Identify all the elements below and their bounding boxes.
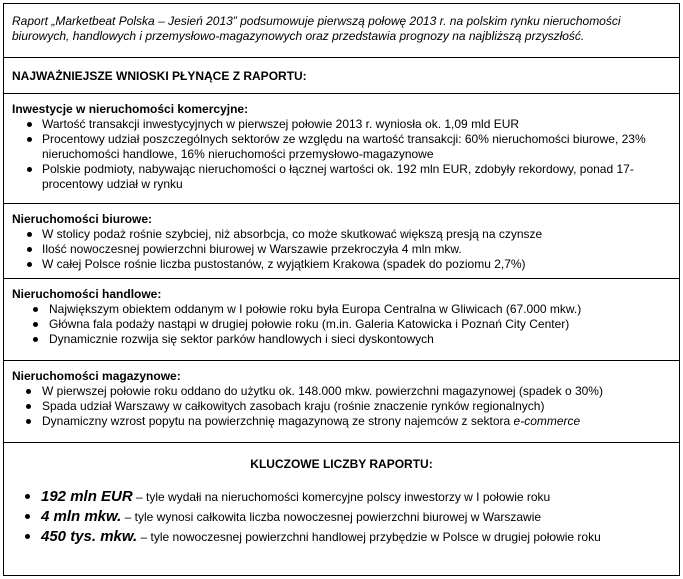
section-warehouse	[4, 361, 679, 443]
bullet-icon	[27, 232, 32, 237]
conclusions-heading-row	[4, 58, 679, 94]
key-figure-value: 450 tys. mkw.	[41, 528, 138, 545]
intro-paragraph: Raport „Marketbeat Polska – Jesień 2013” podsumowuje pierwszą połowę 2013 r. na polskim rynku nieruchomości biurowych, handlowych i przemysłowo-magazynowych oraz przedstawia prognozy na najbliższą przyszłość.	[4, 4, 679, 58]
bullet-list	[12, 117, 671, 192]
list-item-text: Polskie podmioty, nabywając nieruchomości o łącznej wartości ok. 192 mln EUR, zdobyły rekordowy, ponad 17-procentowy udział w rynku	[42, 162, 634, 191]
list-item-text: Największym obiektem oddanym w I połowie roku była Europa Centralna w Gliwicach (67.000 mkw.)	[49, 302, 582, 316]
key-figure-value: 4 mln mkw.	[41, 508, 122, 525]
list-item	[12, 317, 671, 332]
section-title: Nieruchomości handlowe:	[12, 287, 162, 301]
list-item	[12, 332, 671, 347]
bullet-icon	[25, 534, 30, 539]
list-item-text: Wartość transakcji inwestycyjnych w pierwszej połowie 2013 r. wyniosła ok. 1,09 mld EUR	[42, 117, 520, 131]
list-item	[12, 257, 671, 272]
list-item	[12, 132, 671, 162]
bullet-icon	[33, 307, 38, 312]
key-figure-item	[12, 507, 671, 527]
bullet-icon	[26, 389, 31, 394]
list-item-text: Spada udział Warszawy w całkowitych zasobach kraju (rośnie znaczenie rynków regionalnych)	[42, 399, 545, 413]
list-item	[12, 227, 671, 242]
list-item-text: Procentowy udział poszczególnych sektorów ze względu na wartość transakcji: 60% nieruchomości biurowe, 23% nieruchomości handlowe, 16% nieruchomości przemysłowo-magazynowe	[42, 132, 646, 161]
bullet-icon	[27, 122, 32, 127]
list-item-text: W całej Polsce rośnie liczba pustostanów, z wyjątkiem Krakowa (spadek do poziomu 2,7%)	[42, 257, 526, 271]
section-title: Nieruchomości biurowe:	[12, 212, 153, 226]
bullet-icon	[27, 247, 32, 252]
bullet-icon	[33, 322, 38, 327]
list-item-text: W stolicy podaż rośnie szybciej, niż absorbcja, co może skutkować większą presją na czynsze	[42, 227, 543, 241]
bullet-list	[12, 384, 671, 429]
key-figure-text: – tyle wydałi na nieruchomości komercyjne polscy inwestorzy w I połowie roku	[132, 490, 551, 504]
list-item	[12, 384, 671, 399]
report-summary-table	[3, 3, 680, 576]
key-figures-list	[12, 487, 671, 547]
section-office	[4, 204, 679, 279]
section-title: Nieruchomości magazynowe:	[12, 369, 181, 383]
list-item-text: Dynamiczny wzrost popytu na powierzchnię magazynową ze strony najemców z sektora	[42, 414, 514, 428]
bullet-list	[12, 227, 671, 272]
list-item	[12, 242, 671, 257]
key-figures-heading: KLUCZOWE LICZBY RAPORTU:	[250, 457, 433, 471]
bullet-icon	[25, 494, 30, 499]
key-figure-value: 192 mln EUR	[41, 488, 133, 505]
bullet-icon	[26, 419, 31, 424]
list-item-text: Dynamicznie rozwija się sektor parków handlowych i sieci dyskontowych	[49, 332, 434, 346]
section-investments	[4, 94, 679, 204]
key-figure-item	[12, 527, 671, 547]
section-title: Inwestycje w nieruchomości komercyjne:	[12, 102, 249, 116]
list-item	[12, 414, 671, 429]
key-figure-text: – tyle nowoczesnej powierzchni handlowej przybędzie w Polsce w drugiej połowie roku	[137, 530, 601, 544]
emphasis-text: e-commerce	[513, 414, 581, 428]
list-item-text: Główna fala podaży nastąpi w drugiej połowie roku (m.in. Galeria Katowicka i Poznań City Center)	[49, 317, 570, 331]
list-item	[12, 302, 671, 317]
bullet-icon	[26, 404, 31, 409]
bullet-icon	[27, 167, 32, 172]
bullet-icon	[25, 514, 30, 519]
list-item	[12, 399, 671, 414]
list-item	[12, 162, 671, 192]
bullet-icon	[27, 262, 32, 267]
list-item-text: Ilość nowoczesnej powierzchni biurowej w Warszawie przekroczyła 4 mln mkw.	[42, 242, 462, 256]
key-figures-section	[4, 443, 679, 577]
list-item-text: W pierwszej połowie roku oddano do użytku ok. 148.000 mkw. powierzchni magazynowej (spadek o 30%)	[42, 384, 603, 398]
key-figure-text: – tyle wynosi całkowita liczba nowoczesnej powierzchni biurowej w Warszawie	[121, 510, 542, 524]
list-item	[12, 117, 671, 132]
section-retail	[4, 279, 679, 361]
bullet-icon	[33, 337, 38, 342]
key-figure-item	[12, 487, 671, 507]
conclusions-heading: NAJWAŻNIEJSZE WNIOSKI PŁYNĄCE Z RAPORTU:	[12, 68, 307, 83]
bullet-icon	[27, 137, 32, 142]
bullet-list	[12, 302, 671, 347]
